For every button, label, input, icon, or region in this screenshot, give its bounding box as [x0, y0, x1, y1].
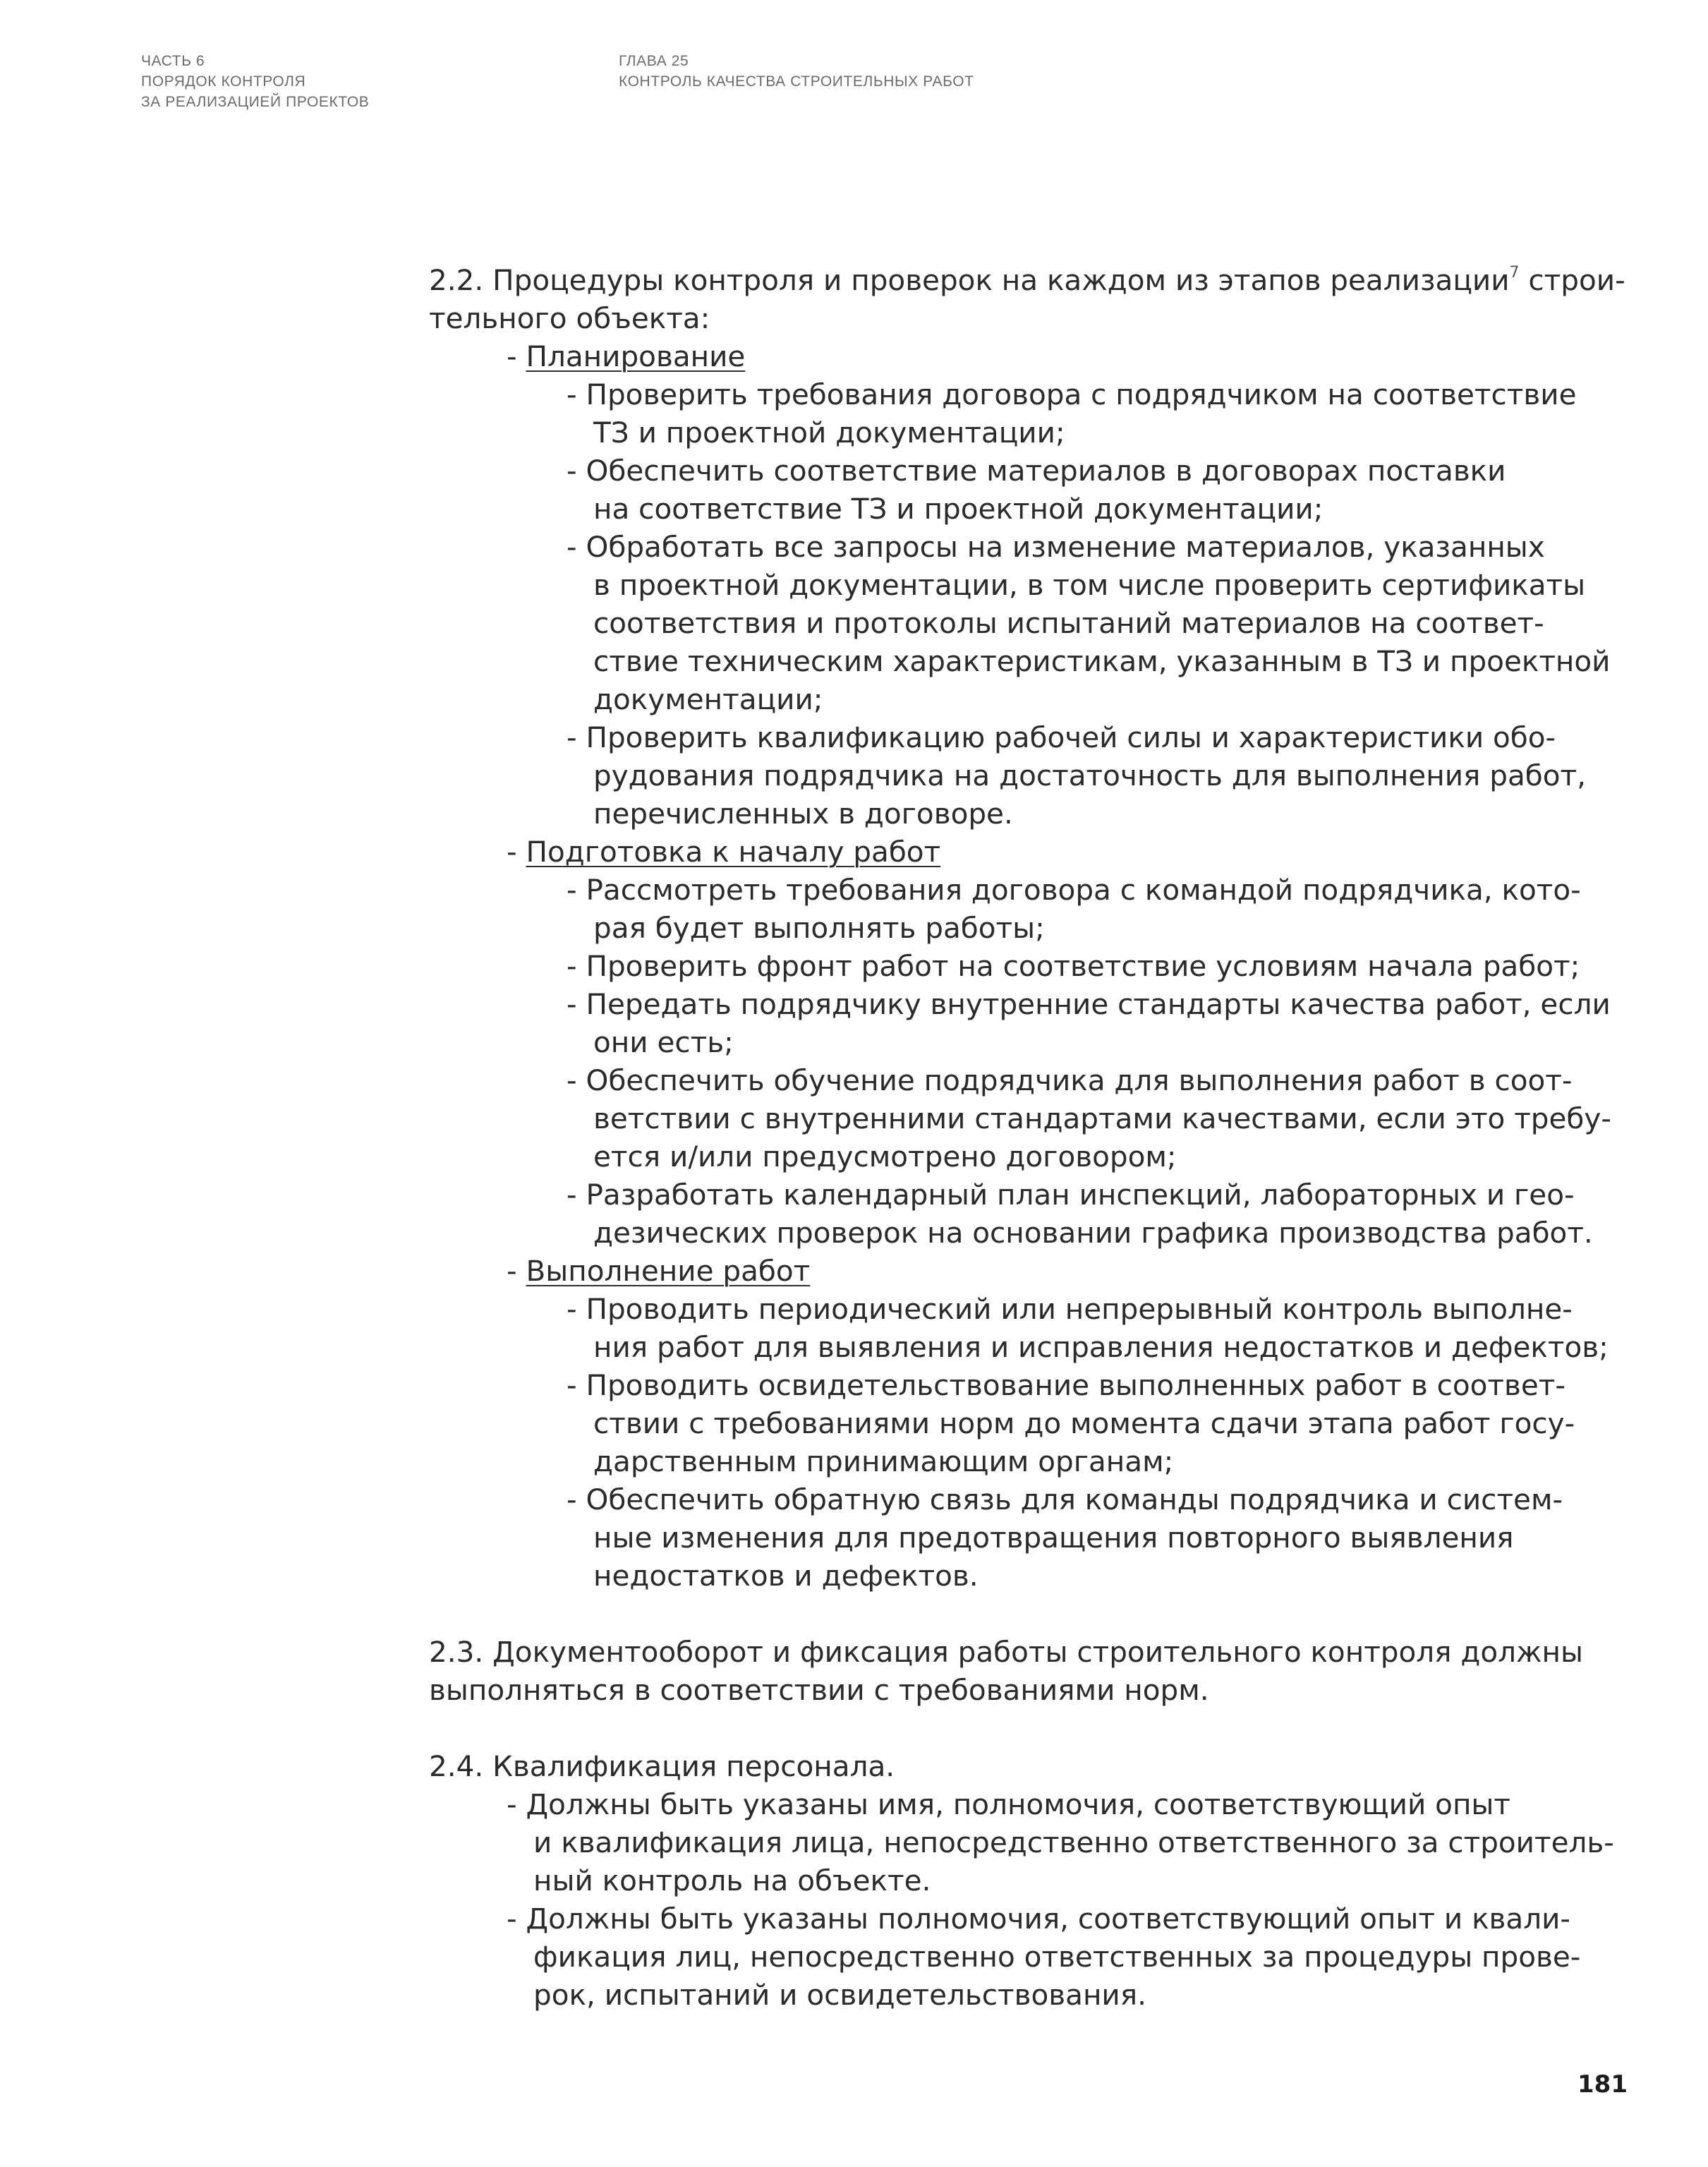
- list-item: - Должны быть указаны имя, полномочия, соответствующий опыт: [507, 1787, 1510, 1821]
- stage-title: Планирование: [526, 339, 746, 373]
- list-item-cont: дезических проверок на основании графика производства работ.: [593, 1216, 1593, 1250]
- list-item: - Проверить требования договора с подрядчиком на соответствие: [567, 378, 1577, 411]
- list-item-cont: они есть;: [593, 1025, 734, 1059]
- list-item-cont: рая будет выполнять работы;: [593, 911, 1045, 945]
- list-item-cont: документации;: [593, 682, 823, 716]
- stage-title: Подготовка к началу работ: [526, 835, 941, 869]
- header-part-line: ЗА РЕАЛИЗАЦИЕЙ ПРОЕКТОВ: [141, 94, 370, 110]
- section-title: 2.4. Квалификация персонала.: [429, 1749, 895, 1783]
- item-text: Проверить квалификацию рабочей силы и характеристики обо-: [586, 720, 1556, 754]
- section-2-3: [429, 1633, 1583, 1709]
- item-text: Проводить освидетельствование выполненных работ в соответ-: [586, 1368, 1566, 1402]
- footnote-ref[interactable]: 7: [1509, 264, 1520, 282]
- list-item-cont: ствие техническим характеристикам, указанным в ТЗ и проектной: [593, 644, 1611, 678]
- paragraph-line: 2.3. Документооборот и фиксация работы строительного контроля должны: [429, 1635, 1583, 1669]
- list-item: - Рассмотреть требования договора с командой подрядчика, кото-: [567, 873, 1581, 907]
- list-item: - Проводить освидетельствование выполненных работ в соответ-: [567, 1368, 1566, 1402]
- item-text: Обеспечить соответствие материалов в договорах поставки: [586, 454, 1506, 488]
- list-item: - Обработать все запросы на изменение материалов, указанных: [567, 530, 1545, 564]
- list-item: - Обеспечить соответствие материалов в договорах поставки: [567, 454, 1506, 488]
- list-item-cont: ный контроль на объекте.: [533, 1864, 931, 1897]
- list-item-cont: ТЗ и проектной документации;: [593, 416, 1065, 449]
- header-part-line: ПОРЯДОК КОНТРОЛЯ: [141, 73, 306, 90]
- section-intro-text: 2.2. Процедуры контроля и проверок на каждом из этапов реализации: [429, 263, 1510, 297]
- list-item: - Проверить фронт работ на соответствие условиям начала работ;: [567, 949, 1580, 983]
- stage-heading-execution: - Выполнение работ: [507, 1254, 811, 1288]
- section-intro-line: тельного объекта:: [429, 301, 710, 335]
- list-item-cont: ные изменения для предотвращения повторного выявления: [593, 1521, 1514, 1555]
- stage-title: Выполнение работ: [526, 1254, 811, 1288]
- list-item-cont: рудования подрядчика на достаточность для выполнения работ,: [593, 759, 1586, 792]
- list-item: - Обеспечить обратную связь для команды подрядчика и систем-: [567, 1483, 1563, 1516]
- running-header-chapter: [619, 51, 1254, 92]
- section-2-2: [429, 261, 1625, 1595]
- item-text: Должны быть указаны имя, полномочия, соответствующий опыт: [526, 1787, 1510, 1821]
- list-item-cont: ствии с требованиями норм до момента сдачи этапа работ госу-: [593, 1406, 1575, 1440]
- list-item-cont: ется и/или предусмотрено договором;: [593, 1140, 1177, 1173]
- item-text: Проводить периодический или непрерывный контроль выполне-: [586, 1292, 1573, 1326]
- list-item-cont: ния работ для выявления и исправления недостатков и дефектов;: [593, 1330, 1609, 1364]
- item-text: Обеспечить обратную связь для команды подрядчика и систем-: [586, 1483, 1563, 1516]
- list-item: - Обеспечить обучение подрядчика для выполнения работ в соот-: [567, 1063, 1573, 1097]
- list-item-cont: дарственным принимающим органам;: [593, 1444, 1174, 1478]
- item-text: Проверить фронт работ на соответствие условиям начала работ;: [586, 949, 1580, 983]
- list-item-cont: недостатков и дефектов.: [593, 1559, 979, 1593]
- header-chapter-line: КОНТРОЛЬ КАЧЕСТВА СТРОИТЕЛЬНЫХ РАБОТ: [619, 73, 974, 90]
- item-text: Проверить требования договора с подрядчиком на соответствие: [586, 378, 1577, 411]
- list-item-cont: ветствии с внутренними стандартами качествами, если это требу-: [593, 1101, 1611, 1135]
- running-header-part: [141, 51, 508, 112]
- list-item: - Проводить периодический или непрерывный контроль выполне-: [567, 1292, 1573, 1326]
- item-text: Обеспечить обучение подрядчика для выполнения работ в соот-: [586, 1063, 1573, 1097]
- stage-heading-preparation: - Подготовка к началу работ: [507, 835, 941, 869]
- item-text: Должны быть указаны полномочия, соответствующий опыт и квали-: [526, 1902, 1571, 1936]
- header-part-line: ЧАСТЬ 6: [141, 53, 205, 69]
- list-item: - Проверить квалификацию рабочей силы и характеристики обо-: [567, 720, 1556, 754]
- list-item-cont: на соответствие ТЗ и проектной документации;: [593, 492, 1324, 526]
- list-item-cont: рок, испытаний и освидетельствования.: [533, 1978, 1146, 2012]
- section-intro-text: строи-: [1519, 263, 1625, 297]
- list-item-cont: и квалификация лица, непосредственно ответственного за строитель-: [533, 1825, 1614, 1859]
- list-item-cont: перечисленных в договоре.: [593, 797, 1013, 831]
- list-item: - Передать подрядчику внутренние стандарты качества работ, если: [567, 987, 1611, 1021]
- list-item: - Разработать календарный план инспекций, лабораторных и гео-: [567, 1178, 1575, 1212]
- item-text: Разработать календарный план инспекций, лабораторных и гео-: [586, 1178, 1575, 1212]
- list-item-cont: в проектной документации, в том числе проверить сертификаты: [593, 568, 1586, 602]
- list-item: - Должны быть указаны полномочия, соответствующий опыт и квали-: [507, 1902, 1571, 1936]
- header-chapter-line: ГЛАВА 25: [619, 53, 689, 69]
- stage-heading-planning: - Планирование: [507, 339, 746, 373]
- list-item-cont: фикация лиц, непосредственно ответственных за процедуры прове-: [533, 1940, 1581, 1974]
- page-body: [429, 261, 1625, 2014]
- item-text: Рассмотреть требования договора с командой подрядчика, кото-: [586, 873, 1581, 907]
- page-number: 181: [1577, 2070, 1628, 2099]
- item-text: Передать подрядчику внутренние стандарты качества работ, если: [586, 987, 1611, 1021]
- section-2-4: [429, 1747, 1614, 2014]
- section-intro-line: [429, 261, 1625, 299]
- item-text: Обработать все запросы на изменение материалов, указанных: [586, 530, 1545, 564]
- list-item-cont: соответствия и протоколы испытаний материалов на соответ-: [593, 606, 1544, 640]
- paragraph-line: выполняться в соответствии с требованиями норм.: [429, 1673, 1209, 1707]
